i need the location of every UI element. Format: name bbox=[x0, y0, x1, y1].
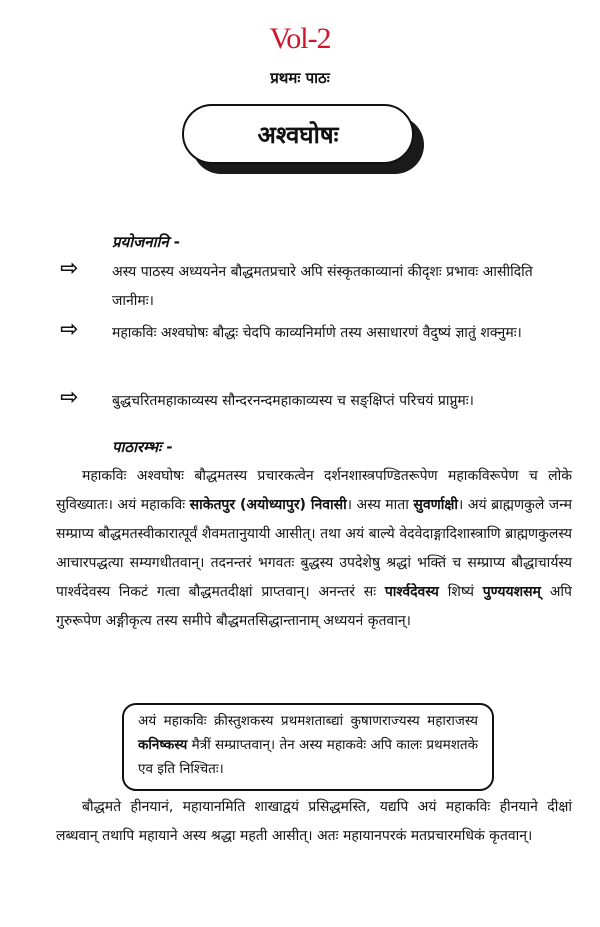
intro-paragraph-1 bbox=[56, 462, 572, 636]
note-text-c: मैत्रीं सम्प्राप्तवान्। तेन अस्य महाकवेः अपि कालः प्रथमशतके एव इति निश्चितः। bbox=[138, 737, 478, 777]
birthplace: साकेतपुर (अयोध्यापुर) निवासी bbox=[189, 497, 347, 513]
objective-text: महाकविः अश्वघोषः बौद्धः चेदपि काव्यनिर्माणे तस्य असाधारणं वैदुष्यं ज्ञातुं शक्नुमः। bbox=[112, 325, 522, 341]
chapter-title: अश्वघोषः bbox=[182, 104, 414, 164]
mother-name: सुवर्णाक्षी bbox=[413, 497, 459, 513]
para1-text-f: अपि गुरुरूपेण अङ्गीकृत्य तस्य समीपे बौद्धमतसिद्धान्तानाम् अध्ययनं कृतवान्। bbox=[56, 584, 572, 629]
para2-text: बौद्धमते हीनयानं, महायानमिति शाखाद्वयं प्रसिद्धमस्ति, यद्यपि अयं महाकविः हीनयाने दीक्षां लब्धवान् तथापि महायाने अस्य श्रद्धा महती आसीत्। अतः महायानपरकं मतप्रचारमधिकं कृतवान्। bbox=[56, 799, 572, 844]
info-note-box bbox=[122, 703, 494, 791]
arrow-icon: ⇨ bbox=[60, 385, 79, 410]
intro-heading: पाठारम्भः - bbox=[112, 438, 173, 456]
para1-text-c: । अस्य माता bbox=[346, 497, 414, 513]
teacher-name: पार्श्वदेवस्य bbox=[384, 584, 439, 600]
note-text-a: अयं महाकविः क्रीस्तुशकस्य प्रथमशताब्द्यां कुषाणराज्यस्य महाराजस्य bbox=[138, 713, 478, 729]
arrow-icon: ⇨ bbox=[60, 317, 79, 342]
guru-name: पुण्ययशसम् bbox=[482, 584, 541, 600]
objective-text: बुद्धचरितमहाकाव्यस्य सौन्दरनन्दमहाकाव्यस्य च सङ्क्षिप्तं परिचयं प्राप्नुमः। bbox=[112, 393, 474, 409]
para1-text-a: महाकविः अश्वघोषः बौद्धमतस्य प्रचारकत्वेन दर्शनशास्त्रपण्डितरूपेण महाकविरूपेण च लोके सुविख्यातः। अयं महाकविः bbox=[56, 468, 572, 513]
volume-label: Vol-2 bbox=[269, 22, 331, 55]
arrow-icon: ⇨ bbox=[60, 256, 79, 281]
objective-item-2 bbox=[60, 319, 572, 348]
king-name: कनिष्कस्य bbox=[138, 737, 188, 753]
objective-item-1 bbox=[60, 258, 572, 316]
para1-text-d: । अयं ब्राह्मणकुले जन्म सम्प्राप्य बौद्धमतस्वीकारात्पूर्वं शैवमतानुयायी आसीत्। तथा अयं बाल्ये वेदवेदाङ्गादिशास्त्राणि ब्राह्मणकुलस्य आचारपद्धत्या सम्यगधीतवान्। तदनन्तरं भगवतः बुद्धस्य उपदेशेषु श्रद्धां भक्तिं च सम्प्राप्य बौद्धाचार्यस्य पार्श्वदेवस्य निकटं गत्वा बौद्धमतदीक्षां प्राप्तवान्। अनन्तरं सः bbox=[56, 497, 573, 600]
intro-paragraph-2 bbox=[56, 793, 572, 851]
lesson-number: प्रथमः पाठः bbox=[270, 69, 330, 87]
objectives-heading: प्रयोजनानि - bbox=[112, 233, 181, 251]
objective-item-3 bbox=[60, 387, 572, 416]
objective-text: अस्य पाठस्य अध्ययनेन बौद्धमतप्रचारे अपि संस्कृतकाव्यानां कीदृशः प्रभावः आसीदिति जानीमः। bbox=[112, 264, 533, 309]
para1-text-e: शिष्यं bbox=[438, 584, 483, 600]
